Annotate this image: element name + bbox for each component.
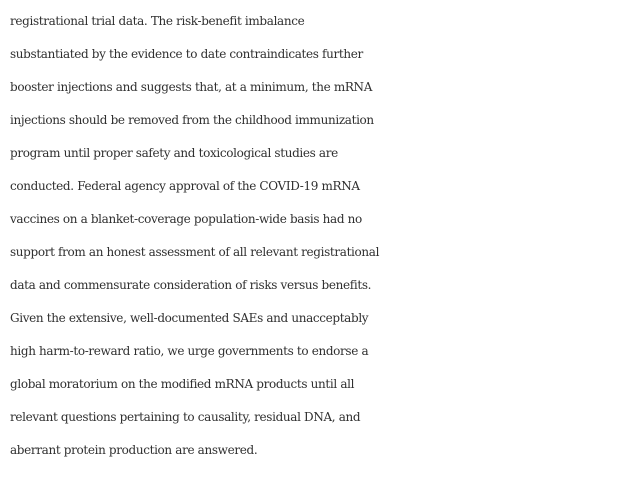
paragraph-line: global moratorium on the modified mRNA products until all bbox=[10, 377, 355, 391]
paragraph-line: Given the extensive, well-documented SAEs and unacceptably bbox=[10, 311, 369, 325]
paragraph-line: data and commensurate consideration of risks versus benefits. bbox=[10, 278, 372, 292]
paragraph-line: aberrant protein production are answered. bbox=[10, 443, 258, 457]
paragraph-line: registrational trial data. The risk-benefit imbalance bbox=[10, 14, 305, 28]
paragraph-line: support from an honest assessment of all relevant registrational bbox=[10, 245, 380, 259]
article-paragraph bbox=[10, 5, 630, 467]
paragraph-line: vaccines on a blanket-coverage population-wide basis had no bbox=[10, 212, 362, 226]
paragraph-line: conducted. Federal agency approval of the COVID-19 mRNA bbox=[10, 179, 360, 193]
paragraph-line: program until proper safety and toxicological studies are bbox=[10, 146, 338, 160]
paragraph-line: high harm-to-reward ratio, we urge governments to endorse a bbox=[10, 344, 369, 358]
paragraph-line: relevant questions pertaining to causality, residual DNA, and bbox=[10, 410, 361, 424]
paragraph-line: booster injections and suggests that, at a minimum, the mRNA bbox=[10, 80, 373, 94]
paragraph-line: substantiated by the evidence to date contraindicates further bbox=[10, 47, 363, 61]
paragraph-line: injections should be removed from the childhood immunization bbox=[10, 113, 374, 127]
